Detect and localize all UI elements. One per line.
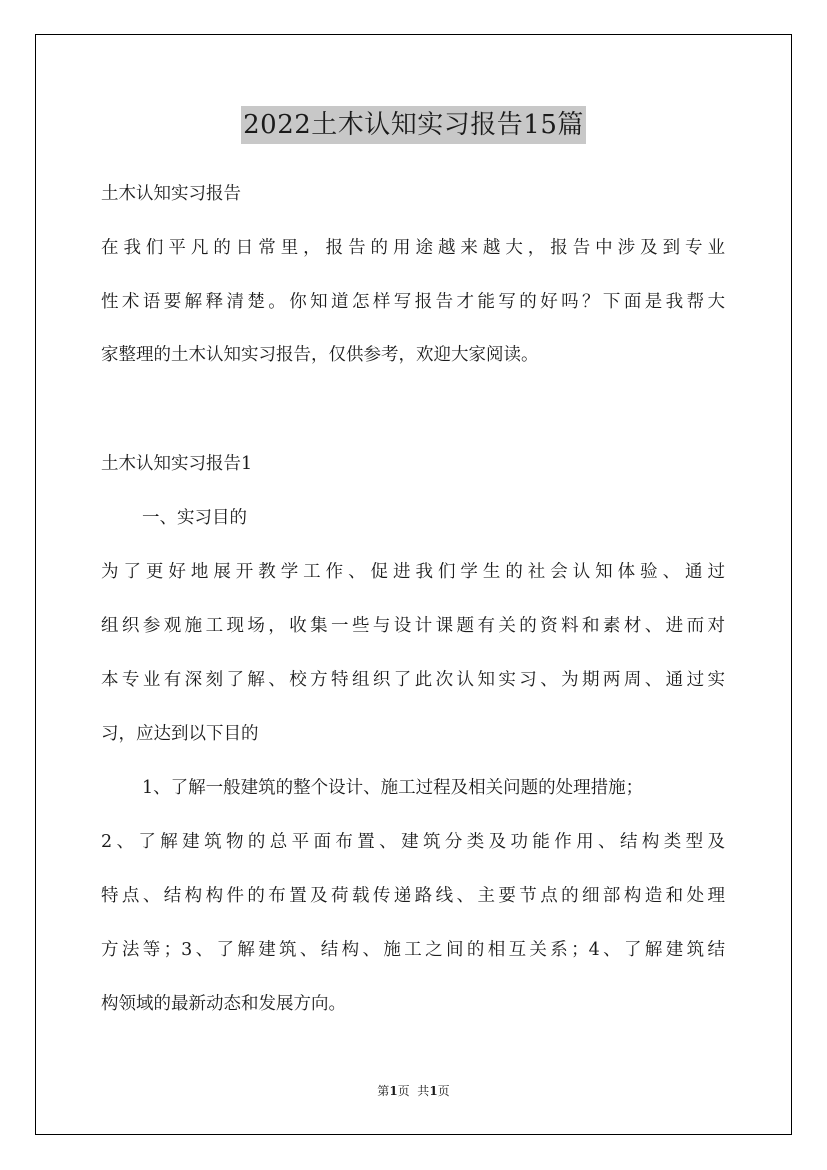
- intro-line: 性术语要解释清楚。你知道怎样写报告才能写的好吗？下面是我帮大: [101, 292, 725, 312]
- total-page-number: 1: [429, 1084, 438, 1098]
- document-title: [0, 103, 827, 144]
- paragraph-line: 习，应达到以下目的: [101, 724, 259, 744]
- paragraph-line: 方法等；3、了解建筑、结构、施工之间的相互关系；4、了解建筑结: [101, 940, 725, 960]
- list-item: 1、了解一般建筑的整个设计、施工过程及相关问题的处理措施；: [142, 778, 644, 798]
- intro-line: 家整理的土木认知实习报告，仅供参考，欢迎大家阅读。: [101, 345, 539, 365]
- paragraph-line: 本专业有深刻了解、校方特组织了此次认知实习、为期两周、通过实: [101, 670, 725, 690]
- current-page-number: 1: [389, 1084, 398, 1098]
- section-heading: 土木认知实习报告: [101, 184, 241, 204]
- intro-line: 在我们平凡的日常里，报告的用途越来越大，报告中涉及到专业: [101, 238, 725, 258]
- report-heading: 土木认知实习报告1: [101, 454, 253, 474]
- subheading-purpose: 一、实习目的: [142, 508, 247, 528]
- paragraph-line: 组织参观施工现场，收集一些与设计课题有关的资料和素材、进而对: [101, 616, 725, 636]
- paragraph-line: 特点、结构构件的布置及荷载传递路线、主要节点的细部构造和处理: [101, 886, 725, 906]
- paragraph-line: 为了更好地展开教学工作、促进我们学生的社会认知体验、通过: [101, 562, 725, 582]
- paragraph-line: 构领域的最新动态和发展方向。: [101, 994, 346, 1014]
- document-title-text: 2022土木认知实习报告15篇: [241, 106, 586, 144]
- page-footer: 第1页 共1页: [377, 1084, 450, 1098]
- list-item: 2、了解建筑物的总平面布置、建筑分类及功能作用、结构类型及: [101, 832, 725, 852]
